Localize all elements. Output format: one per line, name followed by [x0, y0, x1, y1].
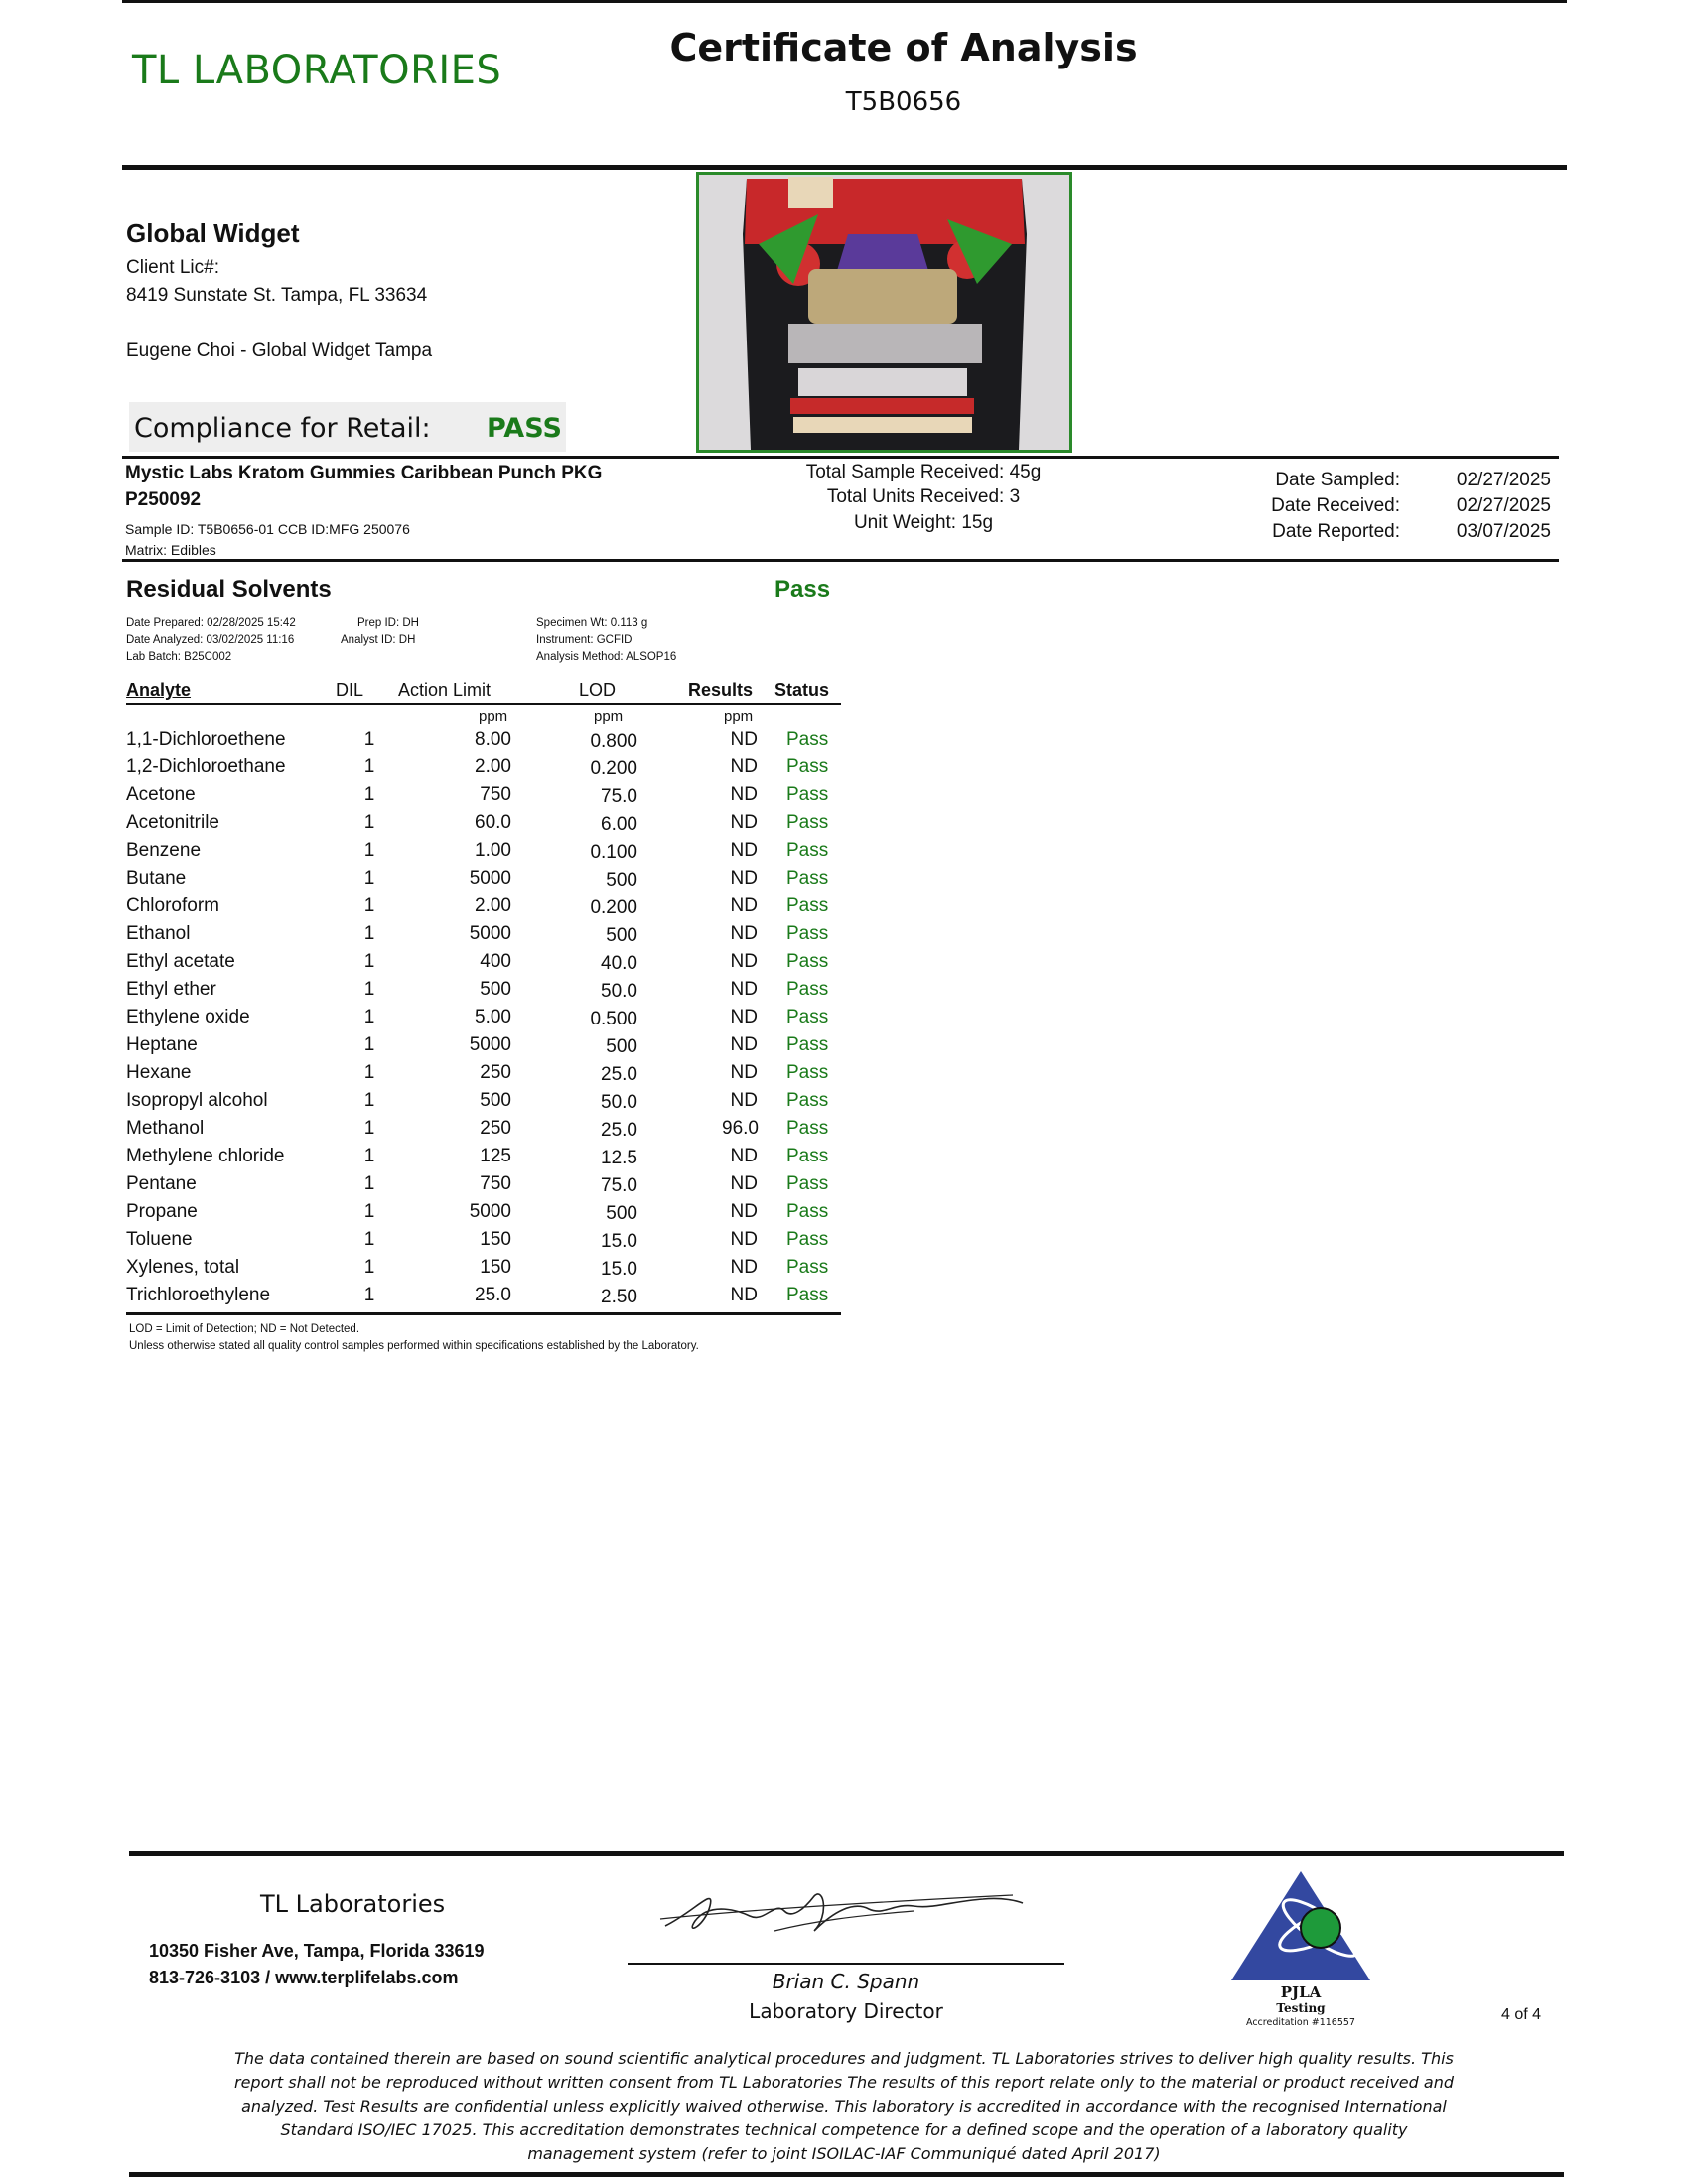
- dilution: 1: [363, 1257, 375, 1278]
- product-photo: [696, 172, 1072, 453]
- row-status: Pass: [786, 1257, 829, 1278]
- analyte-name: Isopropyl alcohol: [126, 1090, 268, 1111]
- col-header-analyte: Analyte: [126, 680, 192, 700]
- lod-value: 50.0: [601, 981, 637, 1002]
- action-limit: 1.00: [475, 840, 511, 861]
- row-status: Pass: [786, 1229, 829, 1250]
- instrument: Instrument: GCFID: [536, 634, 633, 646]
- row-status: Pass: [786, 1034, 829, 1055]
- dilution: 1: [363, 840, 375, 861]
- action-limit: 2.00: [475, 756, 511, 777]
- row-status: Pass: [786, 1173, 829, 1194]
- total-units-received: Total Units Received: 3: [826, 486, 1021, 507]
- date-reported-label: Date Reported:: [1272, 521, 1400, 542]
- date-sampled-value: 02/27/2025: [1456, 470, 1551, 490]
- dilution: 1: [363, 756, 375, 777]
- dilution: 1: [363, 1118, 375, 1139]
- analyte-name: 1,1-Dichloroethene: [126, 729, 286, 750]
- section-title: Residual Solvents: [126, 576, 332, 603]
- lod-value: 0.800: [590, 731, 637, 751]
- action-limit: 5000: [469, 868, 511, 888]
- analyte-name: Ethanol: [126, 923, 191, 944]
- analyte-name: Hexane: [126, 1062, 192, 1083]
- director-signature: [655, 1881, 1033, 1941]
- action-limit: 500: [480, 1090, 511, 1111]
- lod-value: 75.0: [601, 786, 637, 807]
- result-value: ND: [730, 868, 758, 888]
- analyte-name: Acetone: [126, 784, 196, 805]
- date-reported-value: 03/07/2025: [1456, 521, 1551, 542]
- result-value: ND: [730, 1034, 758, 1055]
- table-row: [126, 979, 841, 1007]
- col-header-lod: LOD: [579, 680, 617, 700]
- analyte-name: Heptane: [126, 1034, 198, 1055]
- row-status: Pass: [786, 979, 829, 1000]
- row-status: Pass: [786, 951, 829, 972]
- table-row: [126, 868, 841, 895]
- unit-results: ppm: [724, 708, 754, 725]
- table-row: [126, 923, 841, 951]
- date-analyzed: Date Analyzed: 03/02/2025 11:16: [126, 634, 295, 646]
- result-value: ND: [730, 951, 758, 972]
- col-header-dil: DIL: [336, 680, 364, 700]
- row-status: Pass: [786, 1146, 829, 1166]
- dilution: 1: [363, 1090, 375, 1111]
- certificate-id: T5B0656: [845, 87, 962, 117]
- row-status: Pass: [786, 729, 829, 750]
- action-limit: 150: [480, 1257, 511, 1278]
- table-row: [126, 729, 841, 756]
- analysis-method: Analysis Method: ALSOP16: [536, 651, 677, 663]
- result-value: ND: [730, 1201, 758, 1222]
- lod-value: 50.0: [601, 1092, 637, 1113]
- lod-value: 0.200: [590, 897, 637, 918]
- lod-value: 500: [606, 1203, 637, 1224]
- table-row: [126, 1034, 841, 1062]
- analyte-name: 1,2-Dichloroethane: [126, 756, 286, 777]
- client-contact: Eugene Choi - Global Widget Tampa: [126, 341, 433, 361]
- footer-lab-name: TL Laboratories: [260, 1890, 446, 1918]
- action-limit: 125: [480, 1146, 511, 1166]
- result-value: ND: [730, 840, 758, 861]
- dilution: 1: [363, 729, 375, 750]
- analyte-name: Benzene: [126, 840, 202, 861]
- col-header-status: Status: [774, 680, 830, 700]
- lod-value: 25.0: [601, 1120, 637, 1141]
- product-code: P250092: [125, 489, 202, 510]
- table-row: [126, 1285, 841, 1312]
- date-sampled-label: Date Sampled:: [1275, 470, 1400, 490]
- dilution: 1: [363, 1062, 375, 1083]
- dilution: 1: [363, 1146, 375, 1166]
- date-received-label: Date Received:: [1271, 495, 1400, 516]
- page-title: Certificate of Analysis: [669, 26, 1138, 69]
- action-limit: 5.00: [475, 1007, 511, 1027]
- dilution: 1: [363, 1201, 375, 1222]
- result-value: ND: [730, 1007, 758, 1027]
- analyte-name: Ethylene oxide: [126, 1007, 250, 1027]
- footer-bottom-rule: [129, 2172, 1564, 2177]
- pjla-logo: [1216, 1866, 1385, 1985]
- disclaimer: The data contained therein are based on sound scientific analytical procedures and judgment. TL Laboratories strives to deliver high quality results. This report shall not be reproduced without written consent from TL Laboratories The results of this report relate only to the material or product received and analyzed. Test Results are confidential unless explicitly waived otherwise. This laboratory is accredited in accordance with the recognised International Standard ISO/IEC 17025. This accreditation demonstrates technical competence for a defined scope and the operation of a laboratory quality management system (refer to joint ISOILAC-IAF Communiqué dated April 2017): [233, 2049, 1454, 2163]
- analyte-name: Propane: [126, 1201, 198, 1222]
- lod-value: 0.200: [590, 758, 637, 779]
- specimen-weight: Specimen Wt: 0.113 g: [536, 617, 648, 629]
- row-status: Pass: [786, 756, 829, 777]
- result-value: ND: [730, 979, 758, 1000]
- pjla-name: PJLA: [1280, 1983, 1322, 2001]
- action-limit: 25.0: [475, 1285, 511, 1305]
- action-limit: 250: [480, 1062, 511, 1083]
- result-value: ND: [730, 1229, 758, 1250]
- sample-id: Sample ID: T5B0656-01 CCB ID:MFG 250076: [125, 521, 410, 537]
- table-row: [126, 1173, 841, 1201]
- action-limit: 750: [480, 784, 511, 805]
- lab-batch: Lab Batch: B25C002: [126, 651, 232, 663]
- lod-value: 500: [606, 925, 637, 946]
- action-limit: 750: [480, 1173, 511, 1194]
- lod-value: 25.0: [601, 1064, 637, 1085]
- action-limit: 500: [480, 979, 511, 1000]
- row-status: Pass: [786, 1201, 829, 1222]
- row-status: Pass: [786, 923, 829, 944]
- action-limit: 5000: [469, 1201, 511, 1222]
- result-value: 96.0: [722, 1118, 759, 1139]
- footnote-qc: Unless otherwise stated all quality control samples performed within specifications established by the Laboratory.: [129, 1340, 699, 1352]
- dilution: 1: [363, 1173, 375, 1194]
- dilution: 1: [363, 923, 375, 944]
- page-number: 4 of 4: [1501, 2006, 1542, 2023]
- row-status: Pass: [786, 1062, 829, 1083]
- footnote-lod: LOD = Limit of Detection; ND = Not Detected.: [129, 1323, 360, 1335]
- row-status: Pass: [786, 1090, 829, 1111]
- row-status: Pass: [786, 868, 829, 888]
- lod-value: 500: [606, 870, 637, 890]
- result-value: ND: [730, 1257, 758, 1278]
- compliance-status: PASS: [487, 413, 562, 444]
- action-limit: 60.0: [475, 812, 511, 833]
- table-row: [126, 1257, 841, 1285]
- lod-value: 2.50: [601, 1287, 637, 1307]
- dilution: 1: [363, 979, 375, 1000]
- analyte-name: Pentane: [126, 1173, 197, 1194]
- lod-value: 15.0: [601, 1231, 637, 1252]
- analyte-name: Xylenes, total: [126, 1257, 240, 1278]
- lod-value: 75.0: [601, 1175, 637, 1196]
- col-header-action-limit: Action Limit: [398, 680, 492, 700]
- analyte-name: Acetonitrile: [126, 812, 219, 833]
- row-status: Pass: [786, 812, 829, 833]
- action-limit: 5000: [469, 1034, 511, 1055]
- dilution: 1: [363, 1034, 375, 1055]
- table-row: [126, 1007, 841, 1034]
- row-status: Pass: [786, 1285, 829, 1305]
- product-package-illustration: [699, 175, 1069, 450]
- col-header-results: Results: [688, 680, 754, 700]
- table-row: [126, 895, 841, 923]
- result-value: ND: [730, 756, 758, 777]
- result-value: ND: [730, 1062, 758, 1083]
- row-status: Pass: [786, 895, 829, 916]
- lod-value: 0.500: [590, 1009, 637, 1029]
- row-status: Pass: [786, 1007, 829, 1027]
- action-limit: 250: [480, 1118, 511, 1139]
- date-prepared: Date Prepared: 02/28/2025 15:42: [126, 617, 296, 629]
- unit-lod: ppm: [594, 708, 624, 725]
- lod-value: 500: [606, 1036, 637, 1057]
- analyte-name: Butane: [126, 868, 187, 888]
- lod-value: 15.0: [601, 1259, 637, 1280]
- action-limit: 8.00: [475, 729, 511, 750]
- pjla-sub: Testing: [1276, 2001, 1326, 2015]
- analyte-name: Methanol: [126, 1118, 205, 1139]
- result-value: ND: [730, 1146, 758, 1166]
- dilution: 1: [363, 1285, 375, 1305]
- table-row: [126, 784, 841, 812]
- action-limit: 150: [480, 1229, 511, 1250]
- action-limit: 5000: [469, 923, 511, 944]
- row-status: Pass: [786, 784, 829, 805]
- client-address: 8419 Sunstate St. Tampa, FL 33634: [126, 285, 428, 306]
- result-value: ND: [730, 812, 758, 833]
- lab-logo-text: TL LABORATORIES: [132, 48, 502, 93]
- unit-action-limit: ppm: [479, 708, 508, 725]
- product-bottom-divider: [122, 559, 1559, 562]
- analyst-id: Analyst ID: DH: [341, 634, 416, 646]
- table-row: [126, 1229, 841, 1257]
- compliance-label: Compliance for Retail:: [134, 413, 431, 444]
- unit-weight: Unit Weight: 15g: [853, 512, 994, 533]
- table-row: [126, 756, 841, 784]
- product-name: Mystic Labs Kratom Gummies Caribbean Punch PKG: [125, 463, 603, 483]
- table-row: [126, 1201, 841, 1229]
- footer-top-rule: [129, 1851, 1564, 1856]
- analyte-name: Trichloroethylene: [126, 1285, 271, 1305]
- total-sample-received: Total Sample Received: 45g: [805, 462, 1042, 482]
- client-license: Client Lic#:: [126, 257, 219, 278]
- date-received-value: 02/27/2025: [1456, 495, 1551, 516]
- signatory-name: Brian C. Spann: [772, 1970, 920, 1993]
- table-row: [126, 1118, 841, 1146]
- dilution: 1: [363, 868, 375, 888]
- top-border: [122, 0, 1567, 3]
- lod-value: 6.00: [601, 814, 637, 835]
- dilution: 1: [363, 1007, 375, 1027]
- dilution: 1: [363, 1229, 375, 1250]
- analyte-name: Toluene: [126, 1229, 193, 1250]
- lod-value: 0.100: [590, 842, 637, 863]
- table-row: [126, 1062, 841, 1090]
- client-name: Global Widget: [126, 218, 300, 248]
- prep-id: Prep ID: DH: [357, 617, 419, 629]
- lod-value: 12.5: [601, 1148, 637, 1168]
- table-bottom-rule: [126, 1312, 841, 1315]
- product-top-divider: [122, 456, 1559, 459]
- signature-line: [628, 1963, 1064, 1965]
- dilution: 1: [363, 951, 375, 972]
- table-row: [126, 1146, 841, 1173]
- result-value: ND: [730, 1285, 758, 1305]
- matrix: Matrix: Edibles: [125, 542, 216, 558]
- row-status: Pass: [786, 1118, 829, 1139]
- section-status: Pass: [774, 576, 831, 603]
- action-limit: 400: [480, 951, 511, 972]
- signatory-title: Laboratory Director: [749, 1999, 943, 2023]
- analyte-name: Ethyl acetate: [126, 951, 235, 972]
- pjla-accreditation: Accreditation #116557: [1246, 2017, 1355, 2028]
- dilution: 1: [363, 895, 375, 916]
- analyte-name: Chloroform: [126, 895, 219, 916]
- footer-contact: 813-726-3103 / www.terplifelabs.com: [149, 1968, 459, 1987]
- footer-address: 10350 Fisher Ave, Tampa, Florida 33619: [149, 1941, 485, 1961]
- row-status: Pass: [786, 840, 829, 861]
- table-row: [126, 951, 841, 979]
- lod-value: 40.0: [601, 953, 637, 974]
- dilution: 1: [363, 812, 375, 833]
- analyte-name: Ethyl ether: [126, 979, 216, 1000]
- result-value: ND: [730, 895, 758, 916]
- result-value: ND: [730, 729, 758, 750]
- result-value: ND: [730, 1090, 758, 1111]
- dilution: 1: [363, 784, 375, 805]
- table-row: [126, 840, 841, 868]
- action-limit: 2.00: [475, 895, 511, 916]
- result-value: ND: [730, 784, 758, 805]
- header-divider: [122, 165, 1567, 170]
- table-row: [126, 812, 841, 840]
- analyte-name: Methylene chloride: [126, 1146, 285, 1166]
- result-value: ND: [730, 923, 758, 944]
- table-row: [126, 1090, 841, 1118]
- result-value: ND: [730, 1173, 758, 1194]
- table-header-rule: [126, 703, 841, 705]
